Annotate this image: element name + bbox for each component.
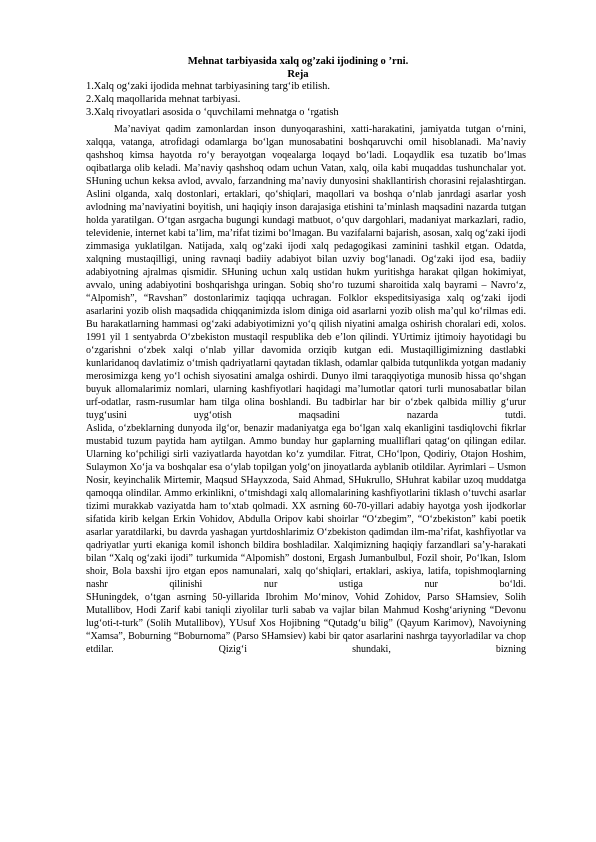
plan-heading: Reja <box>287 69 309 80</box>
plan-item: 3.Xalq rivoyatlari asosida o ‘quvchilami mehnatga o ‘rgatish <box>86 107 339 118</box>
plan-item: 2.Xalq maqollarida mehnat tarbiyasi. <box>86 94 241 105</box>
plan-list <box>86 80 526 119</box>
paragraph: Ma’naviyat qadim zamonlardan inson dunyoqarashini, xatti-harakatini, jamiyatda tutgan o‘rnini, xalqqa, vatanga, atrofidagi odamlarga bo‘lgan munosabatini boshqaruvchi omil hisoblanadi. Ma’naviy qashshoq kimsa hayotda ro‘y berayotgan voqealarga loqayd bo‘ladi. Loqaydlik esa tuzatib bo‘lmas oqibatlarga olib keladi. Ma’naviy qashshoq odam uchun Vatan, xalq, oila kabi muqaddas tushunchalar yot. SHuning uchun keksa avlod, avvalo, farzandning ma’naviy dunyosini shakllantirish chorasini rejalashtirgan. Aslini olganda, xalq dostonlari, ertaklari, qo‘shiqlari, maqollari va boshqa o‘nlab janrdagi asarlar yosh avlodning ma’naviyatini boyitish, uni haqiqiy inson darajasiga etishini ta’minlash maqsadini nazarda tutgan holda yaratilgan. O‘tgan asrgacha bugungi kundagi matbuot, o‘quv dargohlari, madaniyat markazlari, radio, televidenie, internet kabi ta’lim, ma’rifat tizimi bo‘lmagan. Bu vazifalarni bajarish, asosan, xalq og‘zaki ijodi zimmasiga yuklatilgan. Natijada, xalq og‘zaki ijodi xalq pedagogikasi zaminini tashkil etgan. Odatda, xalqning mustaqilligi, uning ravnaqi badiiy adabiyot bilan uzviy bog‘lanadi. Og‘zaki ijod esa, badiiy adabiyotning ajralmas qismidir. SHuning uchun xalq ustidan hukm yuritishga harakat qilgan hokimiyat, avvalo, uning adabiyotini boshqarishga uringan. Sobiq sho‘ro tuzumi sharoitida xalq bayrami – Navro‘z, “Alpomish”, “Ravshan” dostonlarimiz taqiqqa uchragan. Folklor ekspeditsiyasiga xalq og‘zaki ijodi asarlarini yozib olish maqsadida chiqqanimizda islom diniga oid asarlarni yozib olish ma’qul ko‘rilmas edi. Bu harakatlarning hammasi og‘zaki adabiyotimizni yo‘q qilish niyatini amalga oshirish choralari edi, xolos. 1991 yil 1 sentyabrda O‘zbekiston mustaqil respublika deb e’lon qilindi. YUrtimiz ijtimoiy hayotidagi bu o‘zgarishni o‘zbek xalqi o‘nlab yillar davomida orziqib kutgan edi. Mustaqilligimizning dastlabki kunlaridanoq davlatimiz o‘tmish qadriyatlarni qaytadan tiklash, odamlar qalbida tutqunlikda yotgan madaniy merosimizga keng yo‘l ochish siyosatini amalga oshirdi. Dunyo ilmi taraqqiyotiga munosib hissa qo‘shgan buyuk allomalarimiz nomlari, ularning kashfiyotlari haqidagi ma’lumotlar qatori turli munosabatlar bilan urf-odatlar, rasm-rusumlar ham tilga olina boshlandi. Bu tadbirlar har bir o‘zbek qalbida milliy g‘urur tuyg‘usini uyg‘otish maqsadini nazarda tutdi. <box>86 124 526 421</box>
paragraph: SHuningdek, o‘tgan asrning 50-yillarida Ibrohim Mo‘minov, Vohid Zohidov, Parso SHamsiev, Solih Mutallibov, Hodi Zarif kabi taniqli ziyolilar turli sabab va vajlar bilan Mahmud Koshg‘ariyning “Devonu lug‘oti-t-turk” (Solih Mutallibov), YUsuf Xos Hojibning “Qutadg‘u bilig” (Qayum Karimov), Navoiyning “Xamsa”, Boburning “Boburnoma” (Parso SHamsiev) kabi bir qator asarlarini nashrga tayyorladilar va chop etdilar. Qizig‘i shundaki, bizning <box>86 592 526 655</box>
paragraph: Aslida, o‘zbeklarning dunyoda ilg‘or, benazir madaniyatga ega bo‘lgan xalq ekanligini tasdiqlovchi fikrlar mustabid tuzum paytida ham aytilgan. Ammo bunday hur gaplarning mualliflari qatag‘on qilingan edilar. Ularning ko‘pchiligi sirli vaziyatlarda hayotdan ko‘z yumdilar. Fitrat, CHo‘lpon, Qodiriy, Otajon Hoshim, Sulaymon Xo‘ja va boshqalar esa o‘ylab topilgan yolg‘on jinoyatlarda ayblanib otildilar. Ayrimlari – Usmon Nosir, keyinchalik Mirtemir, Maqsud SHayxzoda, Said Ahmad, SHukrullo, SHuhrat kabilar uzoq muddatga qamoqqa olindilar. Ammo erkinlikni, o‘tmishdagi xalq allomalarining kashfiyotlarini tiklash o‘tuvchi asarlar tizimi murakkab vaziyatda ham to‘xtab qolmadi. XX asrning 60-70-yillari adabiy hayotga yosh ijodkorlar sifatida kirib kelgan Erkin Vohidov, Abdulla Oripov kabi shoirlar “O‘zbegim”, “O‘zbekiston” kabi poetik asarlar yaratdilarki, bu davrda yashagan yurtdoshlarimiz O‘zbekiston qadimdan ilm-ma’rifat, kashfiyotlar va qadriyatlar yurti ekaniga komil ishonch bildira boshladilar. Xalqimizning haqiqiy farzandlari sa’y-harakati bilan “Xalq og‘zaki ijodi” turkumida “Alpomish” dostoni, Ergash Jumanbulbul, Fozil shoir, Po‘lkan, Islom shoir, Bola baxshi ijro etgan epos namunalari, xalq qo‘shiqlari, ertaklari, askiya, latifa, topishmoqlarning nashr qilinishi nur ustiga nur bo‘ldi. <box>86 423 526 590</box>
body-text <box>86 123 526 656</box>
document-title: Mehnat tarbiyasida xalq og’zaki ijodining o ’rni. <box>187 56 409 67</box>
plan-item: 1.Xalq og‘zaki ijodida mehnat tarbiyasining targ‘ib etilish. <box>86 81 330 92</box>
